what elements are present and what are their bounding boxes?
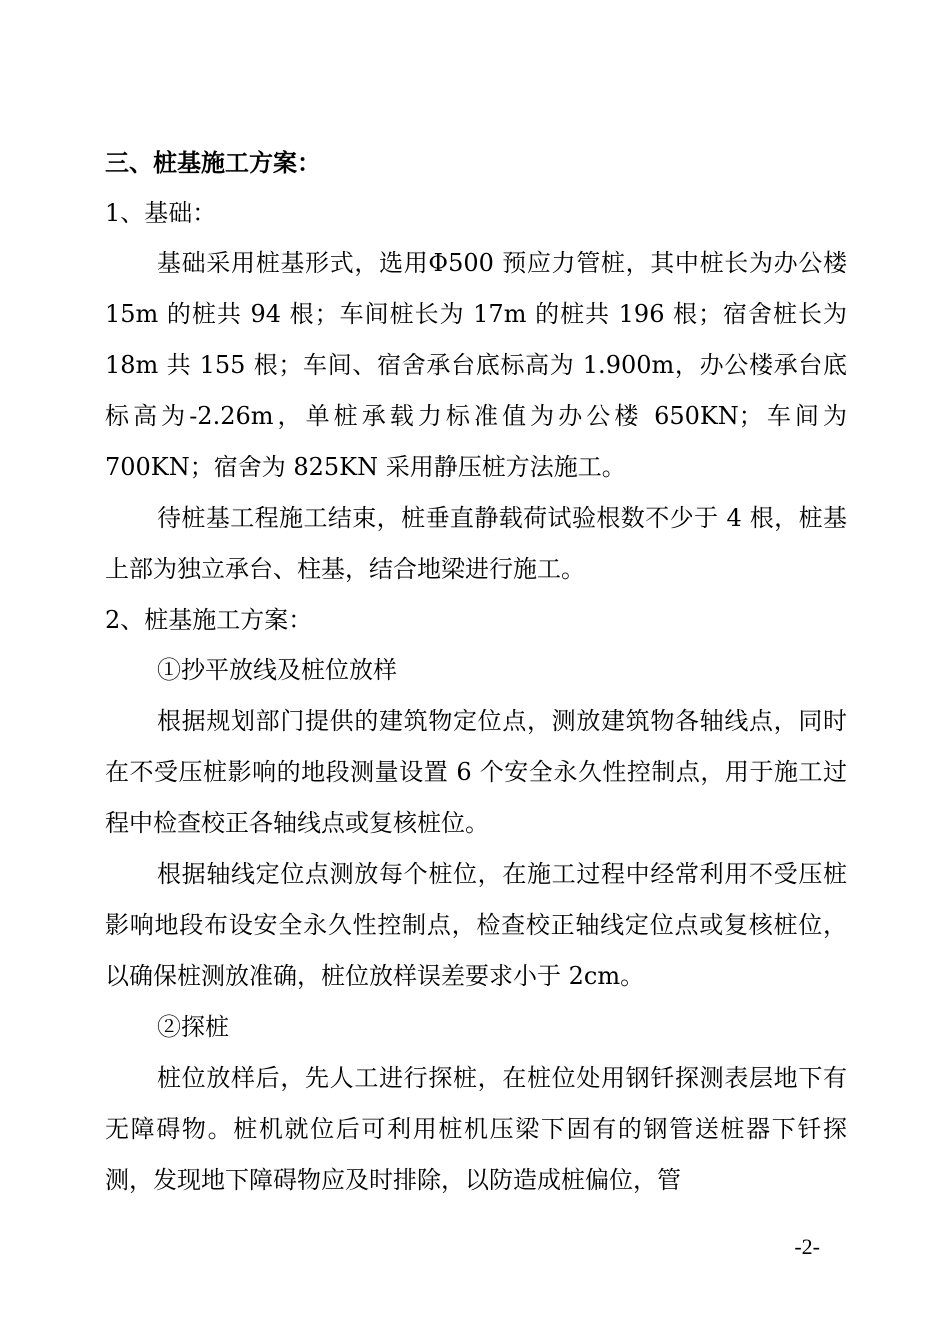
page-number: -2- — [794, 1234, 820, 1259]
paragraph-probing: 桩位放样后，先人工进行探桩，在桩位处用钢钎探测表层地下有无障碍物。桩机就位后可利用桩机压梁下固有的钢管送桩器下钎探测，发现地下障碍物应及时排除，以防造成桩偏位，管 — [105, 1064, 847, 1194]
paragraph-control-points: 根据规划部门提供的建筑物定位点，测放建筑物各轴线点，同时在不受压桩影响的地段测量设置 6 个安全永久性控制点，用于施工过程中检查校正各轴线点或复核桩位。 — [105, 707, 847, 837]
section-heading: 三、桩基施工方案： — [105, 149, 321, 177]
item-title-setting-out: ①抄平放线及桩位放样 — [157, 656, 397, 684]
item-title-pile-probing: ②探桩 — [157, 1013, 229, 1041]
paragraph-pile-positioning: 根据轴线定位点测放每个桩位，在施工过程中经常利用不受压桩影响地段布设安全永久性控制点，检查校正轴线定位点或复核桩位，以确保桩测放准确，桩位放样误差要求小于 2cm。 — [105, 860, 847, 990]
paragraph-foundation-spec: 基础采用桩基形式，选用Φ500 预应力管桩，其中桩长为办公楼 15m 的桩共 94 根；车间桩长为 17m 的桩共 196 根；宿舍桩长为 18m 共 155 根；车间、宿舍承台底标高为 1.900m，办公楼承台底标高为-2.26m，单桩承载力标准值为办公楼 650KN；车间为 700KN；宿舍为 825KN 采用静压桩方法施工。 — [105, 249, 847, 481]
subsection-title-pile-plan: 2、桩基施工方案： — [105, 606, 313, 634]
document-body — [105, 138, 847, 1206]
paragraph-load-test: 待桩基工程施工结束，桩垂直静载荷试验根数不少于 4 根，桩基上部为独立承台、柱基，结合地梁进行施工。 — [105, 504, 847, 583]
subsection-title-foundation: 1、基础： — [105, 199, 217, 227]
